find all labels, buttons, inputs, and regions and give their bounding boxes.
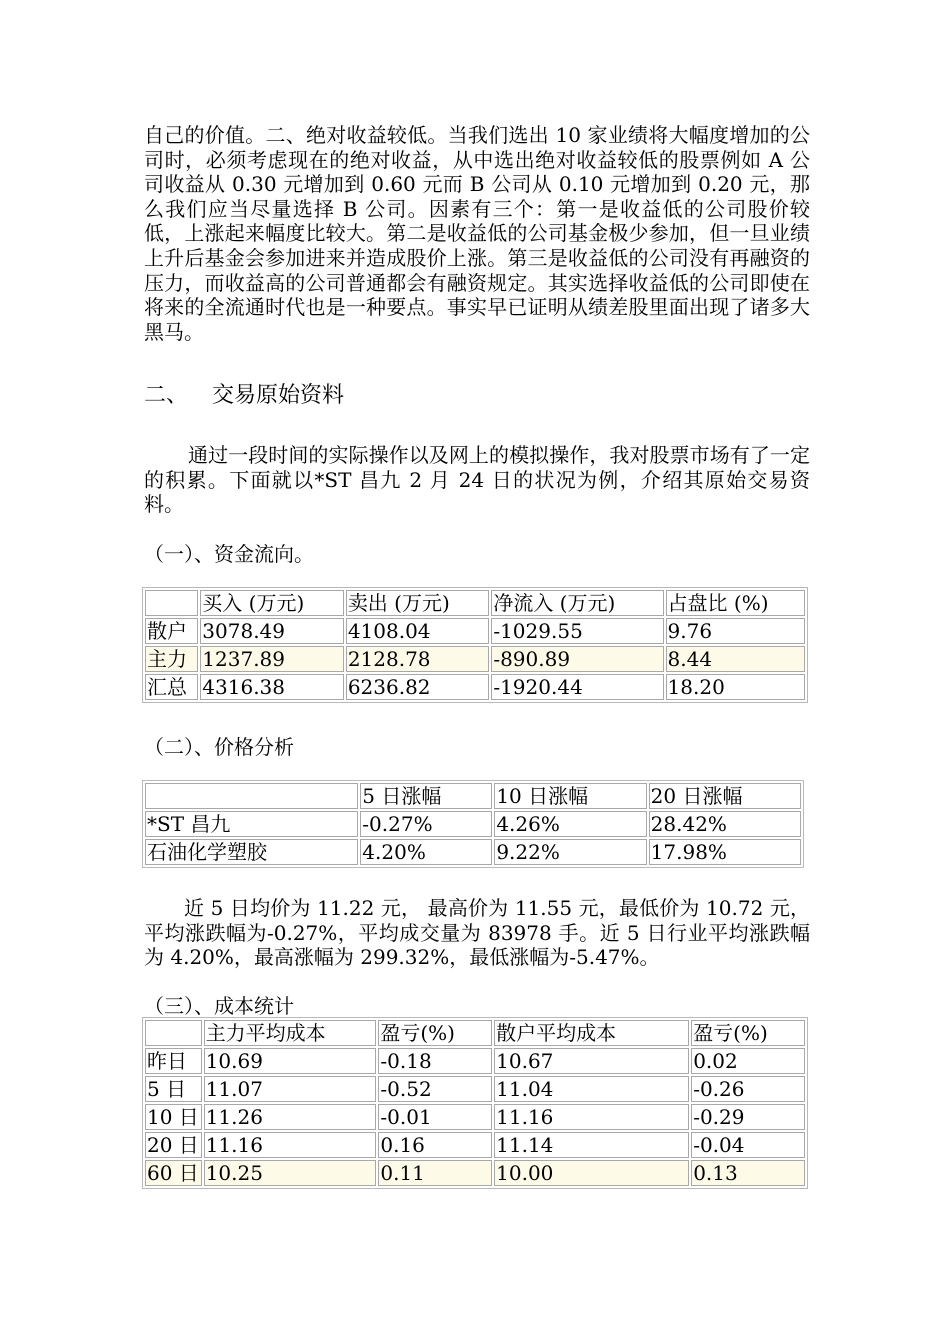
table-cell: 4316.38 bbox=[200, 674, 344, 700]
table-cell: 10.25 bbox=[204, 1160, 377, 1186]
table-row bbox=[145, 618, 805, 644]
table-header-cell: 5 日涨幅 bbox=[360, 783, 492, 809]
table-header-cell: 20 日涨幅 bbox=[649, 783, 801, 809]
table-cell: 18.20 bbox=[666, 674, 805, 700]
table-cell: 9.76 bbox=[666, 618, 805, 644]
section-title: 交易原始资料 bbox=[212, 383, 345, 408]
table-header-row bbox=[145, 1020, 805, 1046]
table-cell: 6236.82 bbox=[346, 674, 490, 700]
table-cell: 4.20% bbox=[360, 839, 492, 865]
section-intro-paragraph: 通过一段时间的实际操作以及网上的模拟操作，我对股票市场有了一定的积累。下面就以*ST 昌九 2 月 24 日的状况为例，介绍其原始交易资料。 bbox=[144, 443, 810, 517]
table-header-cell: 买入 (万元) bbox=[200, 590, 344, 616]
table-cell: 11.26 bbox=[204, 1104, 377, 1130]
table-header-cell: 卖出 (万元) bbox=[346, 590, 490, 616]
table-cell: 11.16 bbox=[204, 1132, 377, 1158]
intro-paragraph: 自己的价值。二、绝对收益较低。当我们选出 10 家业绩将大幅度增加的公司时，必须考虑现在的绝对收益，从中选出绝对收益较低的股票例如 A 公司收益从 0.30 元增加到 0.60 元而 B 公司从 0.10 元增加到 0.20 元，那么我们应当尽量选择 B 公司。因素有三个：第一是收益低的公司股价较低，上涨起来幅度比较大。第二是收益低的公司基金极少参加，但一旦业绩上升后基金会参加进来并造成股价上涨。第三是收益低的公司没有再融资的压力，而收益高的公司普通都会有融资规定。其实选择收益低的公司即使在将来的全流通时代也是一种要点。事实早已证明从绩差股里面出现了诸多大黑马。 bbox=[144, 123, 810, 344]
row-label: 10 日 bbox=[145, 1104, 202, 1130]
section-heading bbox=[144, 382, 344, 410]
table-row bbox=[145, 674, 805, 700]
row-label: 主力 bbox=[145, 646, 198, 672]
row-label: 散户 bbox=[145, 618, 198, 644]
table-cell: 0.02 bbox=[691, 1048, 805, 1074]
table-cell: -0.04 bbox=[691, 1132, 805, 1158]
table-header-cell: 散户平均成本 bbox=[494, 1020, 689, 1046]
price-summary-paragraph: 近 5 日均价为 11.22 元， 最高价为 11.55 元，最低价为 10.72 元，平均涨跌幅为-0.27%，平均成交量为 83978 手。近 5 日行业平均涨跌幅为 4.20%，最高涨幅为 299.32%，最低涨幅为-5.47%。 bbox=[144, 896, 810, 970]
table-cell: 8.44 bbox=[666, 646, 805, 672]
table-cell: -0.52 bbox=[378, 1076, 492, 1102]
table-header-cell bbox=[145, 590, 198, 616]
table-cell: 0.11 bbox=[378, 1160, 492, 1186]
price-analysis-heading: （二）、价格分析 bbox=[144, 735, 294, 759]
table-cell: -0.26 bbox=[691, 1076, 805, 1102]
table-cell: -0.29 bbox=[691, 1104, 805, 1130]
row-label: 汇总 bbox=[145, 674, 198, 700]
table-row bbox=[145, 839, 801, 865]
row-label: 昨日 bbox=[145, 1048, 202, 1074]
fund-flow-heading: （一）、资金流向。 bbox=[144, 542, 314, 566]
table-cell: 0.13 bbox=[691, 1160, 805, 1186]
table-row bbox=[145, 1048, 805, 1074]
table-cell: 11.07 bbox=[204, 1076, 377, 1102]
cost-stats-table bbox=[142, 1017, 808, 1189]
table-cell: 10.67 bbox=[494, 1048, 689, 1074]
section-number: 二、 bbox=[144, 383, 189, 408]
table-cell: -0.27% bbox=[360, 811, 492, 837]
table-cell: 1237.89 bbox=[200, 646, 344, 672]
table-header-cell bbox=[145, 783, 358, 809]
table-cell: 17.98% bbox=[649, 839, 801, 865]
table-cell: 9.22% bbox=[494, 839, 646, 865]
table-cell: 11.14 bbox=[494, 1132, 689, 1158]
table-cell: 3078.49 bbox=[200, 618, 344, 644]
table-header-cell: 10 日涨幅 bbox=[494, 783, 646, 809]
table-cell: -1029.55 bbox=[491, 618, 663, 644]
row-label: 石油化学塑胶 bbox=[145, 839, 358, 865]
table-cell: -0.18 bbox=[378, 1048, 492, 1074]
table-cell: 10.00 bbox=[494, 1160, 689, 1186]
cost-stats-heading: （三）、成本统计 bbox=[144, 994, 294, 1018]
table-cell: 4.26% bbox=[494, 811, 646, 837]
table-cell: 11.16 bbox=[494, 1104, 689, 1130]
table-cell: 0.16 bbox=[378, 1132, 492, 1158]
row-label: 5 日 bbox=[145, 1076, 202, 1102]
fund-flow-table bbox=[142, 587, 808, 703]
table-header-cell: 盈亏(%) bbox=[378, 1020, 492, 1046]
price-analysis-table bbox=[142, 780, 804, 868]
row-label: *ST 昌九 bbox=[145, 811, 358, 837]
table-row bbox=[145, 1104, 805, 1130]
table-header-row bbox=[145, 783, 801, 809]
row-label: 60 日 bbox=[145, 1160, 202, 1186]
table-header-cell: 占盘比 (%) bbox=[666, 590, 805, 616]
table-header-cell: 盈亏(%) bbox=[691, 1020, 805, 1046]
table-row bbox=[145, 1076, 805, 1102]
table-header-cell: 主力平均成本 bbox=[204, 1020, 377, 1046]
table-row bbox=[145, 1160, 805, 1186]
table-cell: 2128.78 bbox=[346, 646, 490, 672]
table-cell: -0.01 bbox=[378, 1104, 492, 1130]
table-cell: 11.04 bbox=[494, 1076, 689, 1102]
table-cell: 4108.04 bbox=[346, 618, 490, 644]
table-cell: 28.42% bbox=[649, 811, 801, 837]
table-row bbox=[145, 1132, 805, 1158]
table-cell: -890.89 bbox=[491, 646, 663, 672]
table-header-cell bbox=[145, 1020, 202, 1046]
table-cell: -1920.44 bbox=[491, 674, 663, 700]
table-header-row bbox=[145, 590, 805, 616]
table-row bbox=[145, 646, 805, 672]
table-header-cell: 净流入 (万元) bbox=[491, 590, 663, 616]
table-row bbox=[145, 811, 801, 837]
row-label: 20 日 bbox=[145, 1132, 202, 1158]
table-cell: 10.69 bbox=[204, 1048, 377, 1074]
